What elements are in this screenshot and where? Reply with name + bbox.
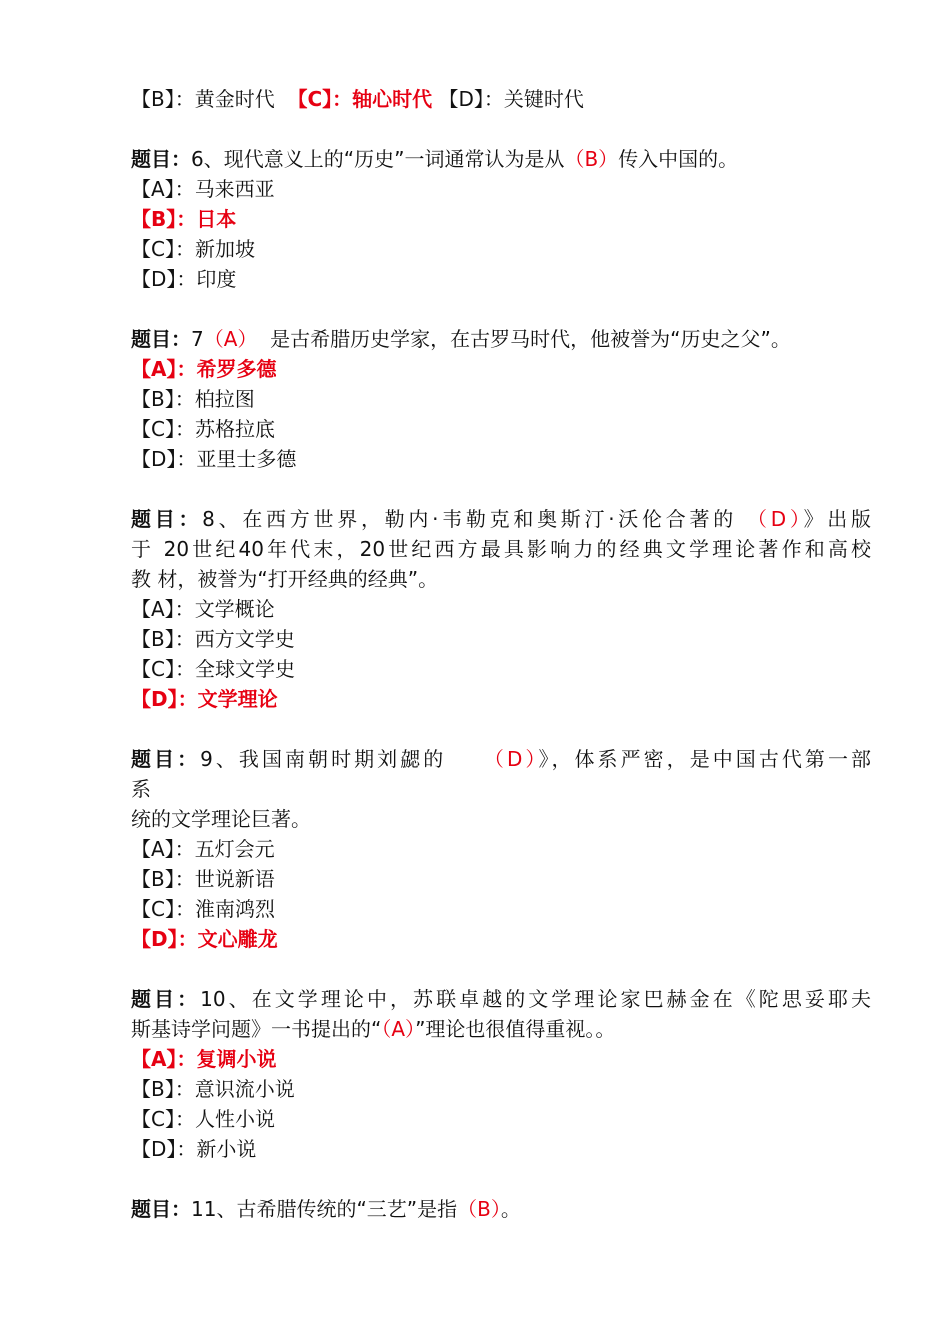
question-stem — [131, 324, 871, 354]
answer-mark: （B） — [564, 147, 619, 171]
option-b — [131, 624, 871, 654]
option-label: 【C】： — [131, 1107, 195, 1131]
option-text: 亚里士多德 — [196, 447, 297, 471]
stem-text: 9、我国南朝时期刘勰的 — [200, 747, 484, 771]
option-b — [131, 384, 871, 414]
option-text: 淮南鸿烈 — [194, 897, 275, 921]
question-7 — [131, 324, 871, 474]
option-d-label: 【D】： — [438, 87, 504, 111]
option-label: 【B】： — [131, 1077, 195, 1101]
option-label: 【D】： — [131, 687, 198, 711]
question-8 — [131, 504, 871, 714]
stem-text: 传入中国的。 — [618, 147, 739, 171]
stem-text: 》，体系严密，是中国古代第一部 — [538, 747, 872, 771]
option-a — [131, 174, 871, 204]
option-label: 【D】： — [131, 927, 198, 951]
stem-text: 11、古希腊传统的“三艺”是指 — [191, 1197, 458, 1221]
option-text: 意识流小说 — [194, 1077, 295, 1101]
option-text: 世说新语 — [194, 867, 275, 891]
stem-text: 。 — [500, 1197, 521, 1221]
question-11 — [131, 1194, 871, 1224]
option-b-label: 【B】： — [131, 87, 195, 111]
answer-mark: （A） — [381, 1017, 416, 1041]
option-c — [131, 894, 871, 924]
option-text: 新加坡 — [194, 237, 255, 261]
option-label: 【A】： — [131, 357, 197, 381]
question-prefix: 题目： — [131, 327, 191, 351]
stem-text: 7 — [191, 327, 204, 351]
stem-text: ”理论也很值得重视。。 — [415, 1017, 616, 1041]
option-label: 【A】： — [131, 1047, 197, 1071]
option-text: 印度 — [196, 267, 237, 291]
question-stem-line-2: 系 — [131, 777, 151, 801]
option-text: 五灯会元 — [194, 837, 275, 861]
option-text: 复调小说 — [196, 1047, 277, 1071]
stem-text: 10、在文学理论中，苏联卓越的文学理论家巴赫金在《陀思妥耶夫 — [200, 987, 872, 1011]
stem-text: 》出版 — [803, 507, 872, 531]
option-c-text: 轴心时代 — [352, 87, 433, 111]
question-stem-line-3: 统的文学理论巨著。 — [131, 807, 311, 831]
question-stem — [131, 144, 871, 174]
option-a — [131, 594, 871, 624]
option-b-correct — [131, 204, 871, 234]
question-stem — [131, 744, 871, 774]
option-c — [131, 234, 871, 264]
question-10 — [131, 984, 871, 1164]
options-row-q5 — [131, 84, 871, 114]
option-text: 日本 — [196, 207, 237, 231]
answer-mark: （D） — [483, 747, 539, 771]
option-label: 【C】： — [131, 657, 195, 681]
question-stem-line-3: 教 材，被誉为“打开经典的经典”。 — [131, 567, 439, 591]
answer-mark: （A） — [203, 327, 258, 351]
option-label: 【B】： — [131, 627, 195, 651]
question-prefix: 题目： — [131, 1197, 191, 1221]
answer-mark: （D） — [747, 507, 804, 531]
question-prefix: 题目： — [131, 507, 203, 531]
option-text: 柏拉图 — [194, 387, 255, 411]
question-stem-line-2: 于 20世纪40年代末，20世纪西方最具影响力的经典文学理论著作和高校 — [131, 537, 871, 561]
option-b-text: 黄金时代 — [194, 87, 275, 111]
question-stem-line-2 — [131, 1014, 871, 1044]
document-page — [131, 84, 871, 1224]
stem-text: 8、在西方世界，勒内·韦勒克和奥斯汀·沃伦合著的 — [202, 507, 747, 531]
option-b — [131, 864, 871, 894]
question-prefix: 题目： — [131, 147, 191, 171]
option-label: 【A】： — [131, 837, 195, 861]
option-d-correct — [131, 684, 871, 714]
option-label: 【C】： — [131, 237, 195, 261]
option-text: 全球文学史 — [194, 657, 295, 681]
option-text: 文学理论 — [197, 687, 278, 711]
option-text: 文心雕龙 — [197, 927, 278, 951]
option-d — [131, 1134, 871, 1164]
option-label: 【D】： — [131, 267, 197, 291]
stem-text: 6、现代意义上的“历史”一词通常认为是从 — [191, 147, 565, 171]
option-c — [131, 1104, 871, 1134]
option-text: 马来西亚 — [194, 177, 275, 201]
option-label: 【C】： — [131, 897, 195, 921]
option-label: 【B】： — [131, 207, 197, 231]
option-c-label: 【C】： — [287, 87, 353, 111]
option-text: 苏格拉底 — [194, 417, 275, 441]
question-9 — [131, 744, 871, 954]
question-6 — [131, 144, 871, 294]
option-label: 【B】： — [131, 867, 195, 891]
option-label: 【C】： — [131, 417, 195, 441]
option-d-correct — [131, 924, 871, 954]
option-text: 文学概论 — [194, 597, 275, 621]
option-d — [131, 264, 871, 294]
option-text: 人性小说 — [194, 1107, 275, 1131]
answer-mark: （B） — [457, 1197, 501, 1221]
option-a-correct — [131, 354, 871, 384]
option-c — [131, 654, 871, 684]
option-c — [131, 414, 871, 444]
option-label: 【D】： — [131, 447, 197, 471]
question-stem — [131, 984, 871, 1014]
option-text: 新小说 — [196, 1137, 257, 1161]
option-d — [131, 444, 871, 474]
option-a — [131, 834, 871, 864]
option-d-text: 关键时代 — [503, 87, 584, 111]
option-label: 【B】： — [131, 387, 195, 411]
option-b — [131, 1074, 871, 1104]
question-stem — [131, 1194, 871, 1224]
option-label: 【A】： — [131, 177, 195, 201]
question-prefix: 题目： — [131, 747, 201, 771]
question-stem — [131, 504, 871, 534]
option-label: 【D】： — [131, 1137, 197, 1161]
stem-text: 斯基诗学问题》一书提出的“ — [131, 1017, 382, 1041]
option-a-correct — [131, 1044, 871, 1074]
option-label: 【A】： — [131, 597, 195, 621]
option-text: 希罗多德 — [196, 357, 277, 381]
stem-text: 是古希腊历史学家，在古罗马时代，他被誉为“历史之父”。 — [257, 327, 791, 351]
option-text: 西方文学史 — [194, 627, 295, 651]
question-prefix: 题目： — [131, 987, 201, 1011]
